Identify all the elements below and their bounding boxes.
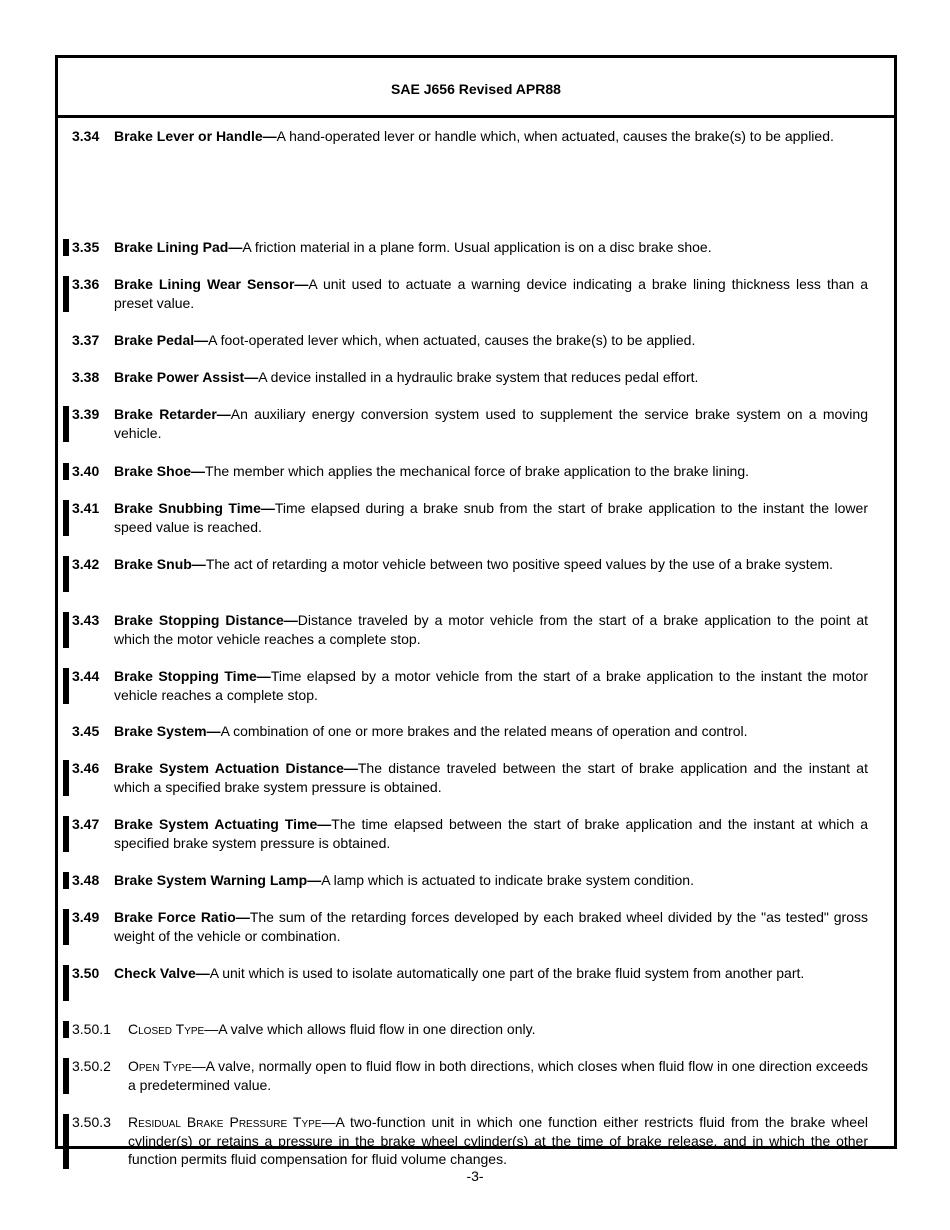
section-number: 3.45	[72, 723, 100, 739]
definition-text: A friction material in a plane form. Usual application is on a disc brake shoe.	[242, 239, 712, 255]
section-number: 3.39	[72, 406, 100, 422]
definition-term: Brake Snubbing Time—	[114, 500, 275, 516]
definition-term: Brake System Warning Lamp—	[114, 872, 322, 888]
definition-text: A lamp which is actuated to indicate brake system condition.	[321, 872, 694, 888]
definition-term: Brake System Actuation Distance—	[114, 760, 358, 776]
definition-text: The act of retarding a motor vehicle between two positive speed values by the use of a brake system.	[205, 556, 834, 572]
definition-text: A combination of one or more brakes and the related means of operation and control.	[220, 723, 748, 739]
definition-text: An auxiliary energy conversion system used to supplement the service brake system on a moving vehicle.	[114, 406, 868, 441]
definition-term: Brake System Actuating Time—	[114, 816, 332, 832]
definition-term: Brake Snub—	[114, 556, 206, 572]
section-number: 3.35	[72, 239, 100, 255]
definition-text: The sum of the retarding forces developed by each braked wheel divided by the "as tested" gross weight of the vehicle or combination.	[114, 909, 868, 944]
definition-text: A foot-operated lever which, when actuated, causes the brake(s) to be applied.	[208, 332, 696, 348]
revision-bar	[63, 612, 69, 648]
revision-bar	[63, 909, 69, 945]
revision-bar	[63, 556, 69, 592]
definition-term: Brake Lining Wear Sensor—	[114, 276, 309, 292]
revision-bar	[63, 463, 69, 480]
definition-term: Brake Stopping Time—	[114, 668, 271, 684]
definition-text: A unit which is used to isolate automatically one part of the brake fluid system from another part.	[209, 965, 805, 981]
page-header	[58, 58, 894, 118]
revision-bar	[63, 668, 69, 704]
definition-text: Time elapsed during a brake snub from the start of brake application to the instant the lower speed value is reached.	[114, 500, 868, 535]
definition-term: Brake Force Ratio—	[114, 909, 250, 925]
definition-text: A device installed in a hydraulic brake system that reduces pedal effort.	[258, 369, 699, 385]
page-number: -3-	[466, 1168, 484, 1184]
definition-text: —A two-function unit in which one function either restricts fluid from the brake wheel cylinder(s) or retains a pressure in the brake wheel cylinder(s) at the time of brake release, and in which the other function permits fluid compensation for fluid volume changes.	[128, 1114, 868, 1167]
definition-text: A hand-operated lever or handle which, when actuated, causes the brake(s) to be applied.	[276, 128, 834, 144]
definition-term: Residual Brake Pressure Type	[128, 1114, 322, 1130]
section-number: 3.40	[72, 463, 100, 479]
section-number: 3.50.3	[72, 1114, 111, 1130]
section-number: 3.38	[72, 369, 100, 385]
revision-bar	[63, 406, 69, 442]
definition-term: Closed Type	[128, 1021, 205, 1037]
definition-text: —A valve, normally open to fluid flow in both directions, which closes when fluid flow in one direction exceeds a predetermined value.	[128, 1058, 868, 1093]
section-number: 3.36	[72, 276, 100, 292]
revision-bar	[63, 276, 69, 312]
section-number: 3.41	[72, 500, 100, 516]
definition-term: Brake Power Assist—	[114, 369, 259, 385]
section-number: 3.44	[72, 668, 100, 684]
definition-text: The time elapsed between the start of brake application and the instant at which a specified brake system pressure is obtained.	[114, 816, 868, 851]
section-number: 3.34	[72, 128, 100, 144]
definition-term: Check Valve—	[114, 965, 210, 981]
section-number: 3.43	[72, 612, 100, 628]
definition-text: The distance traveled between the start of brake application and the instant at which a specified brake system pressure is obtained.	[114, 760, 868, 795]
section-number: 3.48	[72, 872, 100, 888]
definition-text: A unit used to actuate a warning device indicating a brake lining thickness less than a preset value.	[114, 276, 868, 311]
revision-bar	[63, 816, 69, 852]
document-frame	[55, 55, 897, 1167]
definition-term: Brake Lever or Handle—	[114, 128, 277, 144]
revision-bar	[63, 1058, 69, 1094]
section-number: 3.50	[72, 965, 100, 981]
revision-bar	[63, 965, 69, 1001]
definition-text: Time elapsed by a motor vehicle from the start of a brake application to the instant the motor vehicle reaches a complete stop.	[114, 668, 869, 703]
section-number: 3.37	[72, 332, 100, 348]
section-number: 3.50.2	[72, 1058, 111, 1074]
definition-term: Brake Lining Pad—	[114, 239, 243, 255]
revision-bar	[63, 500, 69, 536]
section-number: 3.46	[72, 760, 100, 776]
section-number: 3.42	[72, 556, 100, 572]
revision-bar	[63, 760, 69, 796]
section-number: 3.50.1	[72, 1021, 111, 1037]
definition-term: Brake Stopping Distance—	[114, 612, 298, 628]
revision-bar	[63, 872, 69, 889]
definition-term: Open Type	[128, 1058, 192, 1074]
revision-bar	[63, 239, 69, 256]
definition-text: The member which applies the mechanical force of brake application to the brake lining.	[205, 463, 750, 479]
section-number: 3.49	[72, 909, 100, 925]
definition-term: Brake Retarder—	[114, 406, 231, 422]
definition-text: —A valve which allows fluid flow in one direction only.	[204, 1021, 536, 1037]
definition-term: Brake System—	[114, 723, 221, 739]
revision-bar	[63, 1021, 69, 1038]
document-title: SAE J656 Revised APR88	[391, 80, 561, 97]
definition-term: Brake Pedal—	[114, 332, 209, 348]
revision-bar	[63, 1114, 69, 1169]
definition-term: Brake Shoe—	[114, 463, 206, 479]
section-number: 3.47	[72, 816, 100, 832]
definition-text: Distance traveled by a motor vehicle from the start of a brake application to the point at which the motor vehicle reaches a complete stop.	[114, 612, 868, 647]
